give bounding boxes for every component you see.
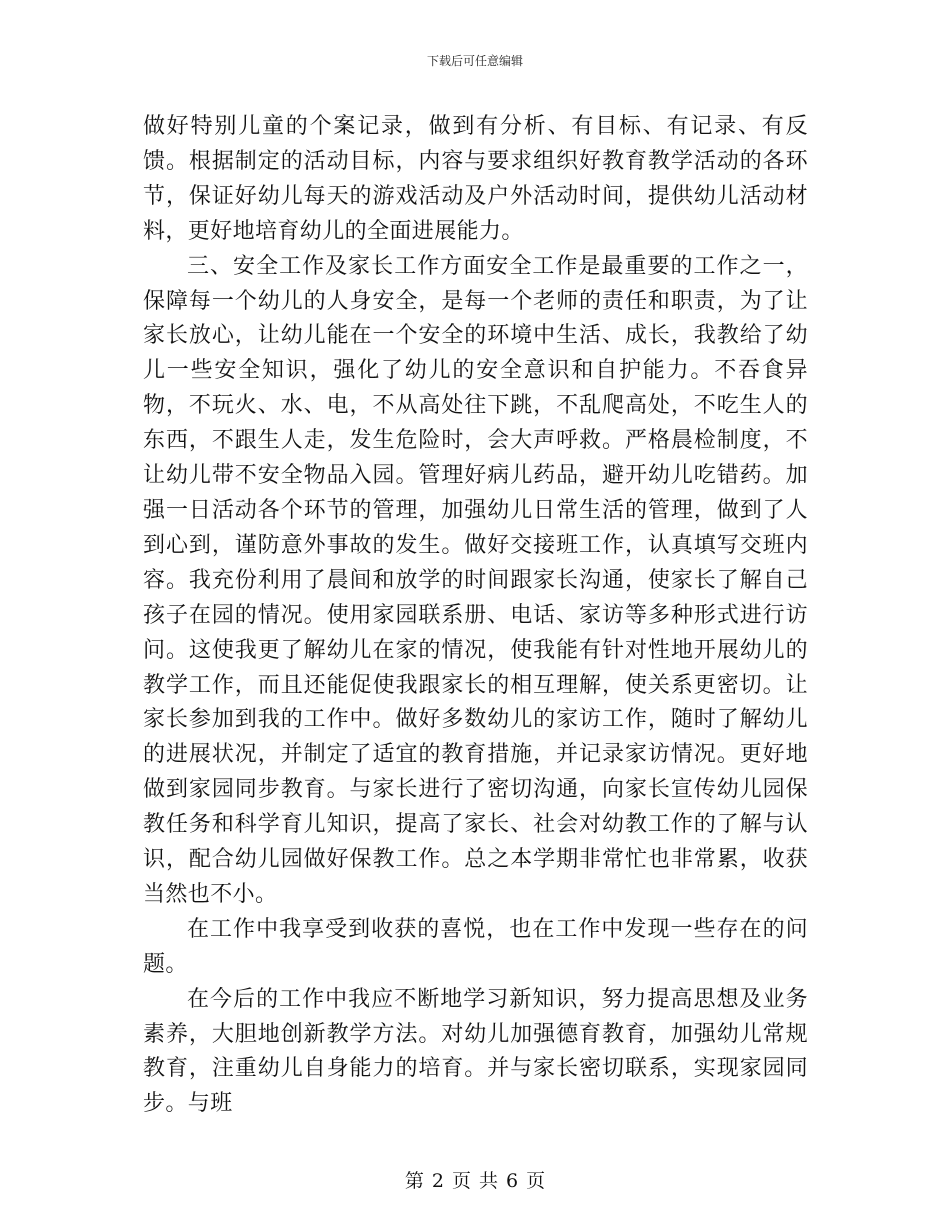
paragraph-4: 在今后的工作中我应不断地学习新知识，努力提高思想及业务素养，大胆地创新教学方法。对幼儿加强德育教育，加强幼儿常规教育，注重幼儿自身能力的培育。并与家长密切联系，实现家园同步。与班 [143, 986, 808, 1117]
document-body [143, 110, 808, 1122]
page-header-note: 下载后可任意编辑 [426, 54, 523, 68]
page-number-footer: 第 2 页 共 6 页 [404, 1170, 546, 1192]
paragraph-3: 在工作中我享受到收获的喜悦，也在工作中发现一些存在的问题。 [143, 916, 808, 977]
paragraph-2-safety-and-parent-work: 三、安全工作及家长工作方面安全工作是最重要的工作之一，保障每一个幼儿的人身安全，是每一个老师的责任和职责，为了让家长放心，让幼儿能在一个安全的环境中生活、成长，我教给了幼儿一些安全知识，强化了幼儿的安全意识和自护能力。不吞食异物，不玩火、水、电，不从高处往下跳，不乱爬高处，不吃生人的东西，不跟生人走，发生危险时，会大声呼救。严格晨检制度，不让幼儿带不安全物品入园。管理好病儿药品，避开幼儿吃错药。加强一日活动各个环节的管理，加强幼儿日常生活的管理，做到了人到心到，谨防意外事故的发生。做好交接班工作，认真填写交班内容。我充份利用了晨间和放学的时间跟家长沟通，使家长了解自己孩子在园的情况。使用家园联系册、电话、家访等多种形式进行访问。这使我更了解幼儿在家的情况，使我能有针对性地开展幼儿的教学工作，而且还能促使我跟家长的相互理解，使关系更密切。让家长参加到我的工作中。做好多数幼儿的家访工作，随时了解幼儿的进展状况，并制定了适宜的教育措施，并记录家访情况。更好地做到家园同步教育。与家长进行了密切沟通，向家长宣传幼儿园保教任务和科学育儿知识，提高了家长、社会对幼教工作的了解与认识，配合幼儿园做好保教工作。总之本学期非常忙也非常累，收获当然也不小。 [143, 253, 808, 907]
paragraph-1: 做好特别儿童的个案记录，做到有分析、有目标、有记录、有反馈。根据制定的活动目标，内容与要求组织好教育教学活动的各环节，保证好幼儿每天的游戏活动及户外活动时间，提供幼儿活动材料，更好地培育幼儿的全面进展能力。 [143, 114, 808, 244]
